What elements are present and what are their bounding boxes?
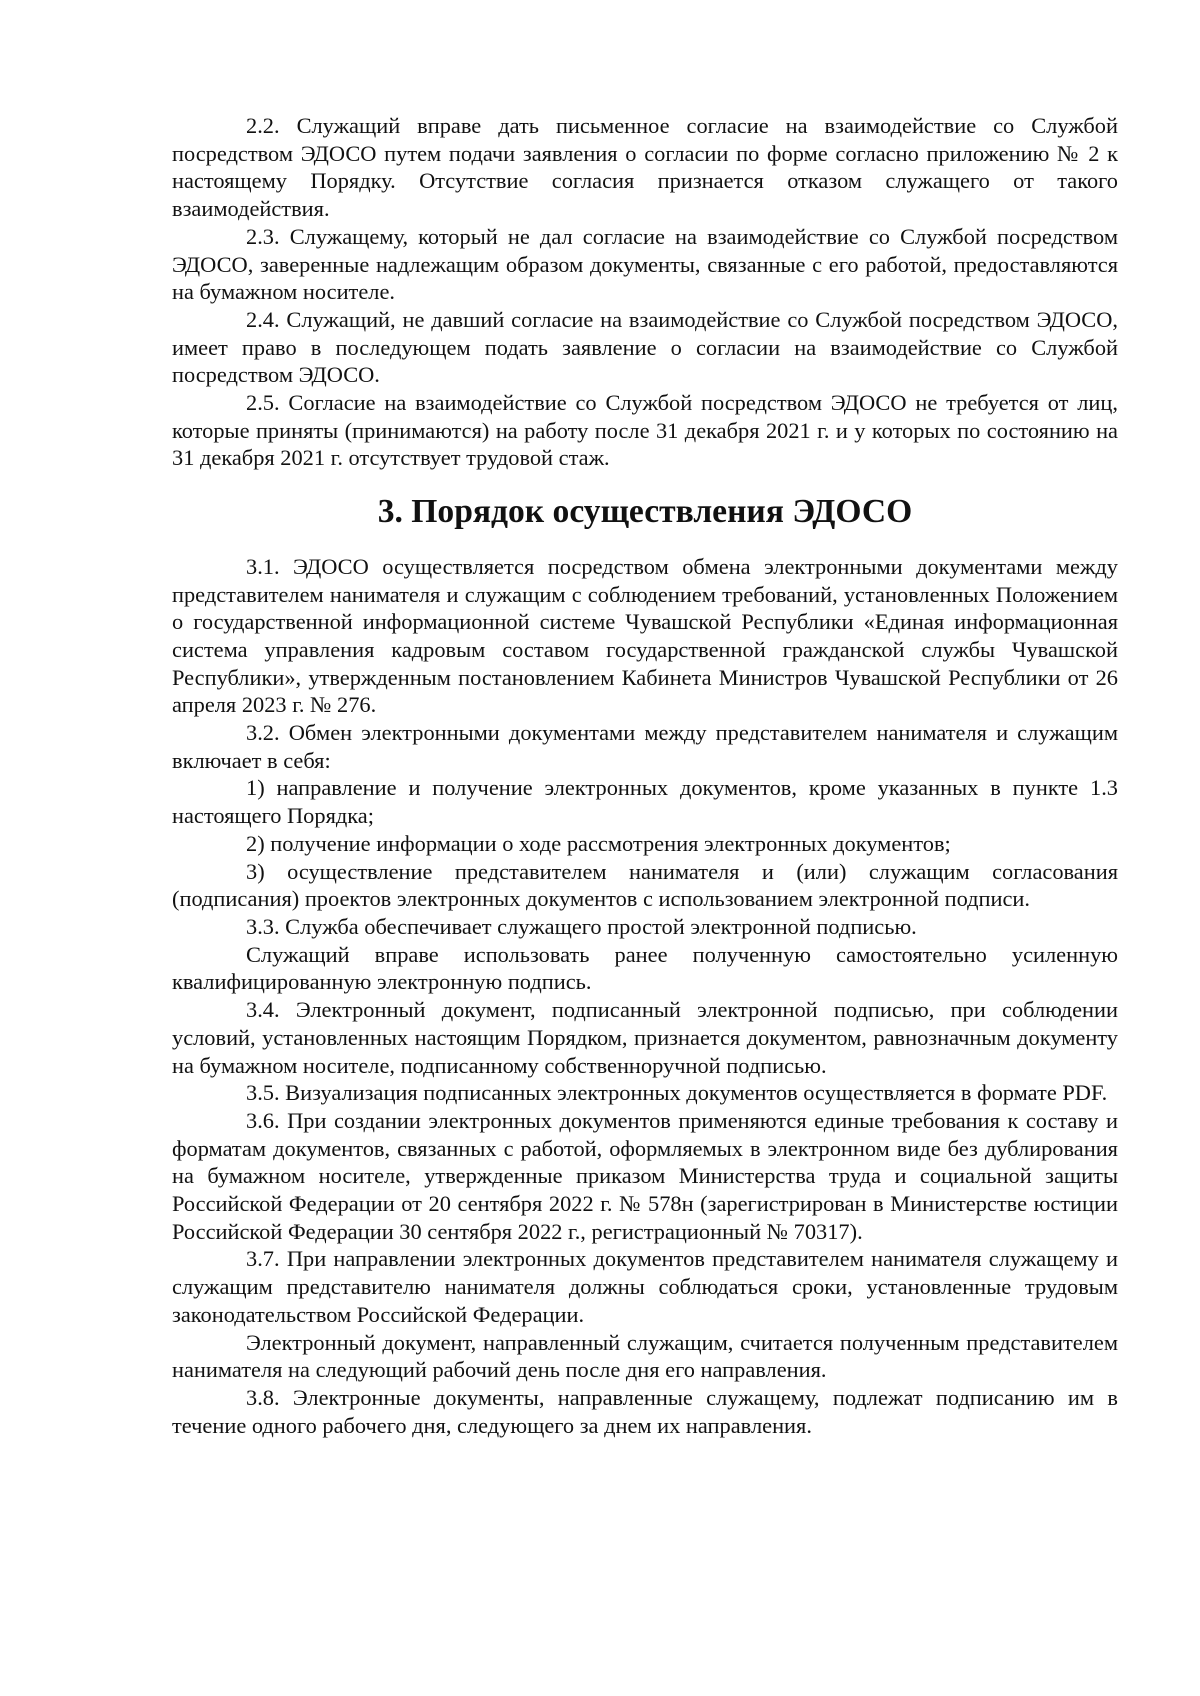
paragraph-2-4: 2.4. Служащий, не давший согласие на взаимодействие со Службой посредством ЭДОСО, имеет право в последующем подать заявление о согласии на взаимодействие со Службой посредством ЭДОСО. [172, 306, 1118, 388]
paragraph-3-8: 3.8. Электронные документы, направленные служащему, подлежат подписанию им в течение одного рабочего дня, следующего за днем их направления. [172, 1384, 1118, 1438]
list-item-3-2-1: 1) направление и получение электронных документов, кроме указанных в пункте 1.3 настоящего Порядка; [172, 775, 1118, 829]
paragraph-3-4: 3.4. Электронный документ, подписанный электронной подписью, при соблюдении условий, установленных настоящим Порядком, признается документом, равнозначным документу на бумажном носителе, подписанному собственноручной подписью. [172, 997, 1118, 1078]
paragraph-2-5: 2.5. Согласие на взаимодействие со Службой посредством ЭДОСО не требуется от лиц, которые приняты (принимаются) на работу после 31 декабря 2021 г. и у которых по состоянию на 31 декабря 2021 г. отсутствует трудовой стаж. [172, 390, 1118, 471]
list-item-3-2-3: 3) осуществление представителем нанимателя и (или) служащим согласования (подписания) проектов электронных документов с использованием электронной подписи. [172, 858, 1118, 912]
paragraph-3-7-continued: Электронный документ, направленный служащим, считается полученным представителем нанимателя на следующий рабочий день после дня его направления. [172, 1329, 1118, 1383]
paragraph-3-3: 3.3. Служба обеспечивает служащего простой электронной подписью. [246, 913, 917, 939]
paragraph-2-3: 2.3. Служащему, который не дал согласие на взаимодействие со Службой посредством ЭДОСО, заверенные надлежащим образом документы, связанные с его работой, предоставляются на бумажном носителе. [172, 223, 1118, 305]
paragraph-3-6: 3.6. При создании электронных документов применяются единые требования к составу и форматам документов, связанных с работой, оформляемых в электронном виде без дублирования на бумажном носителе, утвержденные приказом Министерства труда и социальной защиты Российской Федерации от 20 сентября 2022 г. № 578н (зарегистрирован в Министерстве юстиции Российской Федерации 30 сентября 2022 г., регистрационный № 70317). [172, 1107, 1118, 1244]
paragraph-3-1: 3.1. ЭДОСО осуществляется посредством обмена электронными документами между представителем нанимателя и служащим с соблюдением требований, установленных Положением о государственной информационной системе Чувашской Республики «Единая информационная система управления кадровым составом государственной гражданской службы Чувашской Республики», утвержденным постановлением Кабинета Министров Чувашской Республики от 26 апреля 2023 г. № 276. [172, 553, 1118, 718]
paragraph-3-7: 3.7. При направлении электронных документов представителем нанимателя служащему и служащим представителю нанимателя должны соблюдаться сроки, установленные трудовым законодательством Российской Федерации. [172, 1246, 1118, 1327]
paragraph-3-5: 3.5. Визуализация подписанных электронных документов осуществляется в формате PDF. [246, 1080, 1108, 1106]
paragraph-3-2: 3.2. Обмен электронными документами между представителем нанимателя и служащим включает в себя: [172, 720, 1118, 773]
list-item-3-2-2: 2) получение информации о ходе рассмотрения электронных документов; [246, 830, 951, 856]
paragraph-3-3-continued: Служащий вправе использовать ранее полученную самостоятельно усиленную квалифицированную электронную подпись. [172, 941, 1118, 995]
section-3-heading: 3. Порядок осуществления ЭДОСО [377, 493, 913, 531]
document-page [172, 112, 1118, 1439]
paragraph-2-2: 2.2. Служащий вправе дать письменное согласие на взаимодействие со Службой посредством ЭДОСО путем подачи заявления о согласии по форме согласно приложению № 2 к настоящему Порядку. Отсутствие согласия признается отказом служащего от такого взаимодействия. [172, 113, 1118, 222]
